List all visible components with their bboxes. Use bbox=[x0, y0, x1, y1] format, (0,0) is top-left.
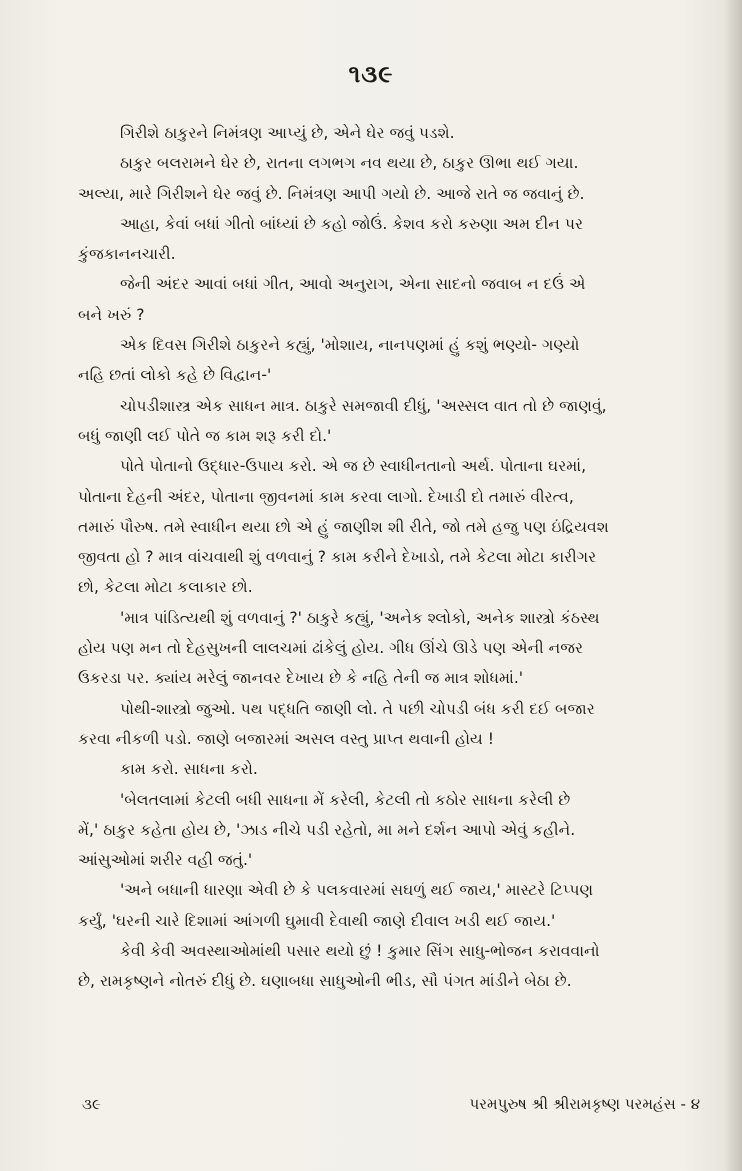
footer-chapter-number: ૩૯ bbox=[82, 1095, 101, 1113]
text-line: છે, રામકૃષ્ણને નોતરું દીધું છે. ઘણાબધા સાધુઓની ભીડ, સૌ પંગત માંડીને બેઠા છે. bbox=[78, 972, 572, 991]
text-line: ગિરીશે ઠાકુરને નિમંત્રણ આપ્યું છે, એને ઘેર જવું પડશે. bbox=[120, 124, 455, 142]
text-line: હોય પણ મન તો દેહસુખની લાલચમાં ઢાંકેલું હોય. ગીધ ઊંચે ઊડે પણ એની નજર bbox=[78, 639, 584, 658]
text-line: પોથી-શાસ્ત્રો જુઓ. પથ પદ્ધતિ જાણી લો. તે પછી ચોપડી બંધ કરી દઈ બજાર bbox=[120, 699, 595, 718]
text-line: કર્યું, 'ઘરની ચારે દિશામાં આંગળી ઘુમાવી દેવાથી જાણે દીવાલ ખડી થઈ જાય.' bbox=[78, 911, 556, 930]
text-line: તમારું પૌરુષ. તમે સ્વાધીન થયા છો એ હું જાણીશ શી રીતે, જો તમે હજુ પણ ઇંદ્રિયવશ bbox=[78, 517, 609, 536]
text-line: છો, કેટલા મોટા કલાકાર છો. bbox=[78, 578, 253, 597]
text-line: આહા, કેવાં બધાં ગીતો બાંધ્યાં છે કહો જોઉં. કેશવ કરો કરુણા અમ દીન પર bbox=[120, 214, 584, 233]
text-line: કુંજકાનનચારી. bbox=[78, 245, 176, 264]
text-line: 'માત્ર પાંડિત્યથી શું વળવાનું ?' ઠાકુરે કહ્યું, 'અનેક શ્લોકો, અનેક શાસ્ત્રો કંઠસ્થ bbox=[120, 608, 600, 627]
text-line: 'બેલતલામાં કેટલી બધી સાધના મેં કરેલી, કેટલી તો કઠોર સાધના કરેલી છે bbox=[120, 790, 571, 809]
text-line: મેં,' ઠાકુર કહેતા હોય છે, 'ઝાડ નીચે પડી રહેતો, મા મને દર્શન આપો એવું કહીને. bbox=[78, 820, 576, 839]
text-line: ઠાકુર બલરામને ઘેર છે, રાતના લગભગ નવ થયા છે, ઠાકુર ઊભા થઈ ગયા. bbox=[120, 154, 579, 173]
text-line: 'અને બધાની ધારણા એવી છે કે પલકવારમાં સઘળું થઈ જાય,' માસ્ટરે ટિપ્પણ bbox=[120, 881, 594, 900]
text-line: કામ કરો. સાધના કરો. bbox=[120, 760, 258, 779]
text-line: કેવી કેવી અવસ્થાઓમાંથી પસાર થયો છું ! કુમાર સિંગ સાધુ-ભોજન કરાવવાનો bbox=[120, 942, 600, 961]
text-line: બધું જાણી લઈ પોતે જ કામ શરૂ કરી દો.' bbox=[78, 426, 332, 445]
text-line: ચોપડીશાસ્ત્ર એક સાધન માત્ર. ઠાકુરે સમજાવી દીધું, 'અસ્સલ વાત તો છે જાણવું, bbox=[120, 396, 607, 415]
text-line: પોતાના દેહની અંદર, પોતાના જીવનમાં કામ કરવા લાગો. દેખાડી દો તમારું વીરત્વ, bbox=[78, 487, 574, 506]
page-number: ૧૩૯ bbox=[348, 60, 394, 88]
text-line: બને ખરું ? bbox=[78, 305, 145, 324]
text-line: નહિ છતાં લોકો કહે છે વિદ્વાન-' bbox=[78, 366, 272, 385]
text-line: આંસુઓમાં શરીર વહી જતું.' bbox=[78, 851, 253, 870]
text-line: એક દિવસ ગિરીશે ઠાકુરને કહ્યું, 'મોશાય, નાનપણમાં હું કશું ભણ્યો- ગણ્યો bbox=[120, 336, 580, 355]
text-line: જેની અંદર આવાં બધાં ગીત, આવો અનુરાગ, એના સાદનો જવાબ ન દઉં એ bbox=[120, 275, 586, 294]
footer-book-title: પરમપુરુષ શ્રી શ્રીરામકૃષ્ણ પરમહંસ - ૪ bbox=[469, 1095, 700, 1113]
text-line: ઉકરડા પર. ક્યાંય મરેલું જાનવર દેખાય છે કે નહિ તેની જ માત્ર શોધમાં.' bbox=[78, 669, 524, 688]
text-line: પોતે પોતાનો ઉદ્ધાર-ઉપાય કરો. એ જ છે સ્વાધીનતાનો અર્થ. પોતાના ઘરમાં, bbox=[120, 457, 587, 476]
body-text bbox=[78, 118, 718, 997]
text-line: જીવતા હો ? માત્ર વાંચવાથી શું વળવાનું ? કામ કરીને દેખાડો, તમે કેટલા મોટા કારીગર bbox=[78, 548, 597, 567]
text-line: કરવા નીકળી પડો. જાણે બજારમાં અસલ વસ્તુ પ્રાપ્ત થવાની હોય ! bbox=[78, 729, 494, 748]
text-line: અલ્યા, મારે ગિરીશને ઘેર જવું છે. નિમંત્રણ આપી ગયો છે. આજે રાતે જ જવાનું છે. bbox=[78, 184, 585, 203]
page-spine-shadow bbox=[724, 0, 742, 1171]
